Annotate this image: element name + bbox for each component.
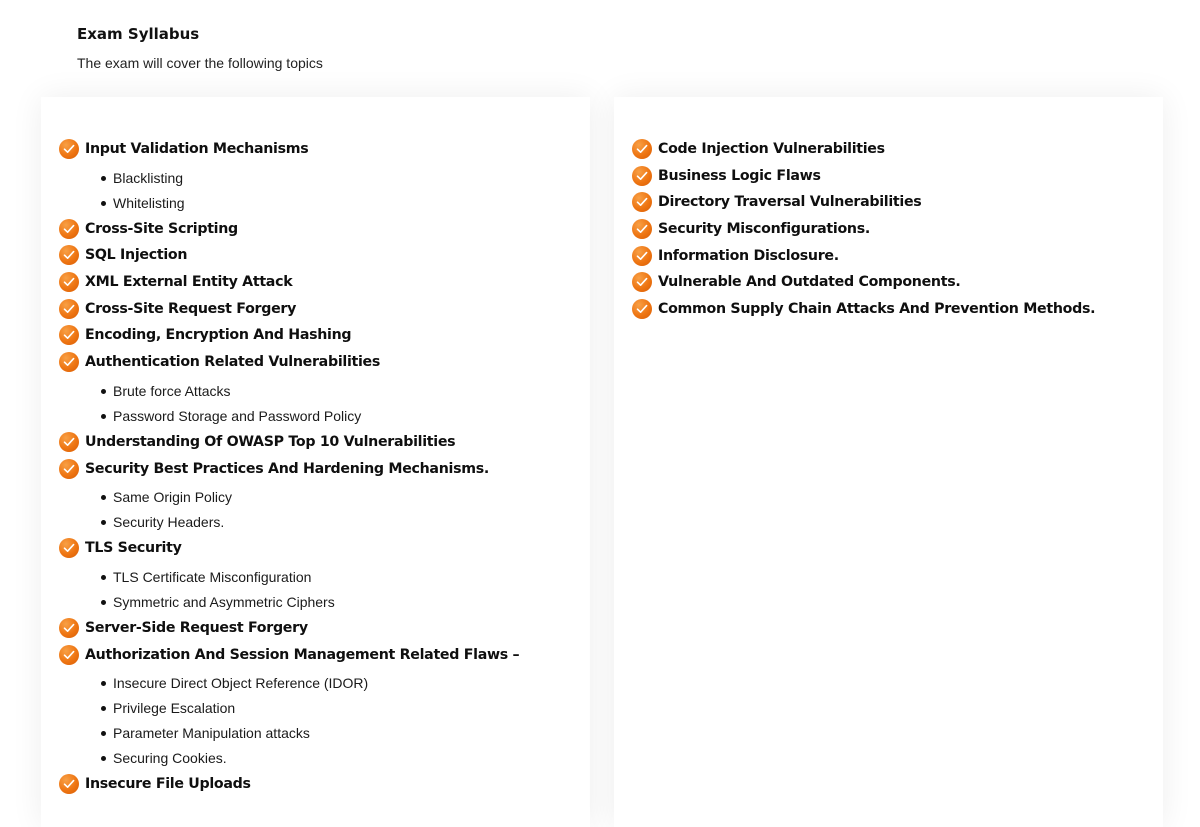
subtopic-item: Parameter Manipulation attacks — [101, 721, 519, 746]
topic-label: Information Disclosure. — [658, 247, 839, 264]
check-circle-icon — [59, 618, 79, 638]
check-circle-icon — [59, 219, 79, 239]
topic-item — [632, 299, 1095, 319]
section-intro: The exam will cover the following topics — [77, 55, 323, 71]
check-circle-icon — [632, 219, 652, 239]
topic-item — [632, 219, 1095, 239]
topic-item — [59, 272, 519, 292]
section-title: Exam Syllabus — [77, 25, 200, 43]
topic-label: Server-Side Request Forgery — [85, 619, 308, 636]
topic-label: Cross-Site Scripting — [85, 220, 238, 237]
check-circle-icon — [632, 272, 652, 292]
subtopic-list — [59, 166, 519, 216]
topic-list-left — [59, 139, 519, 801]
topic-item — [59, 774, 519, 794]
topic-item — [59, 299, 519, 319]
topic-label: Common Supply Chain Attacks And Prevention Methods. — [658, 301, 1096, 318]
check-circle-icon — [632, 139, 652, 159]
topic-item — [59, 219, 519, 239]
topic-label: Authorization And Session Management Related Flaws – — [85, 646, 520, 663]
topic-item — [59, 432, 519, 452]
topic-item — [632, 272, 1095, 292]
topic-label: Code Injection Vulnerabilities — [658, 141, 885, 157]
topic-label: Directory Traversal Vulnerabilities — [658, 194, 922, 211]
check-circle-icon — [59, 272, 79, 292]
subtopic-list — [59, 671, 519, 771]
topic-label: Security Misconfigurations. — [658, 221, 870, 238]
check-circle-icon — [59, 352, 79, 372]
topic-item — [632, 139, 1095, 159]
check-circle-icon — [632, 166, 652, 186]
topic-item — [59, 325, 519, 345]
check-circle-icon — [59, 645, 79, 665]
topic-list-right — [632, 139, 1095, 326]
topic-label: SQL Injection — [85, 247, 188, 264]
topic-label: Understanding Of OWASP Top 10 Vulnerabilities — [85, 433, 456, 450]
subtopic-item: Same Origin Policy — [101, 485, 519, 510]
topic-label: TLS Security — [85, 540, 182, 557]
check-circle-icon — [59, 325, 79, 345]
topic-item — [59, 618, 519, 638]
topic-item — [59, 245, 519, 265]
subtopic-item: Securing Cookies. — [101, 746, 519, 771]
check-circle-icon — [59, 459, 79, 479]
topic-label: Encoding, Encryption And Hashing — [85, 327, 352, 344]
subtopic-item: Whitelisting — [101, 191, 519, 216]
subtopic-list — [59, 565, 519, 615]
subtopic-item: Brute force Attacks — [101, 379, 519, 404]
subtopic-item: Symmetric and Asymmetric Ciphers — [101, 590, 519, 615]
topic-item — [59, 352, 519, 372]
topic-label: Insecure File Uploads — [85, 776, 251, 793]
topic-label: Business Logic Flaws — [658, 167, 821, 184]
subtopic-list — [59, 485, 519, 535]
check-circle-icon — [59, 299, 79, 319]
check-circle-icon — [59, 774, 79, 794]
topic-label: Vulnerable And Outdated Components. — [658, 274, 961, 291]
topics-card-left — [41, 97, 590, 827]
topic-item — [632, 192, 1095, 212]
topic-item — [59, 538, 519, 558]
topic-item — [632, 166, 1095, 186]
subtopic-item: Password Storage and Password Policy — [101, 404, 519, 429]
subtopic-item: Privilege Escalation — [101, 696, 519, 721]
subtopic-item: Insecure Direct Object Reference (IDOR) — [101, 671, 519, 696]
check-circle-icon — [59, 139, 79, 159]
section-header — [77, 25, 323, 71]
subtopic-item: Security Headers. — [101, 510, 519, 535]
check-circle-icon — [59, 245, 79, 265]
topic-label: Authentication Related Vulnerabilities — [85, 354, 381, 371]
subtopic-item: TLS Certificate Misconfiguration — [101, 565, 519, 590]
topic-label: Input Validation Mechanisms — [85, 141, 309, 157]
check-circle-icon — [632, 246, 652, 266]
topic-label: XML External Entity Attack — [85, 274, 293, 291]
subtopic-list — [59, 379, 519, 429]
topic-label: Security Best Practices And Hardening Mechanisms. — [85, 460, 489, 477]
topic-label: Cross-Site Request Forgery — [85, 300, 297, 317]
topic-item — [59, 645, 519, 665]
check-circle-icon — [59, 432, 79, 452]
check-circle-icon — [632, 299, 652, 319]
check-circle-icon — [59, 538, 79, 558]
subtopic-item: Blacklisting — [101, 166, 519, 191]
check-circle-icon — [632, 192, 652, 212]
topic-item — [632, 246, 1095, 266]
topic-item — [59, 139, 519, 159]
topics-card-right — [614, 97, 1163, 827]
topic-item — [59, 459, 519, 479]
